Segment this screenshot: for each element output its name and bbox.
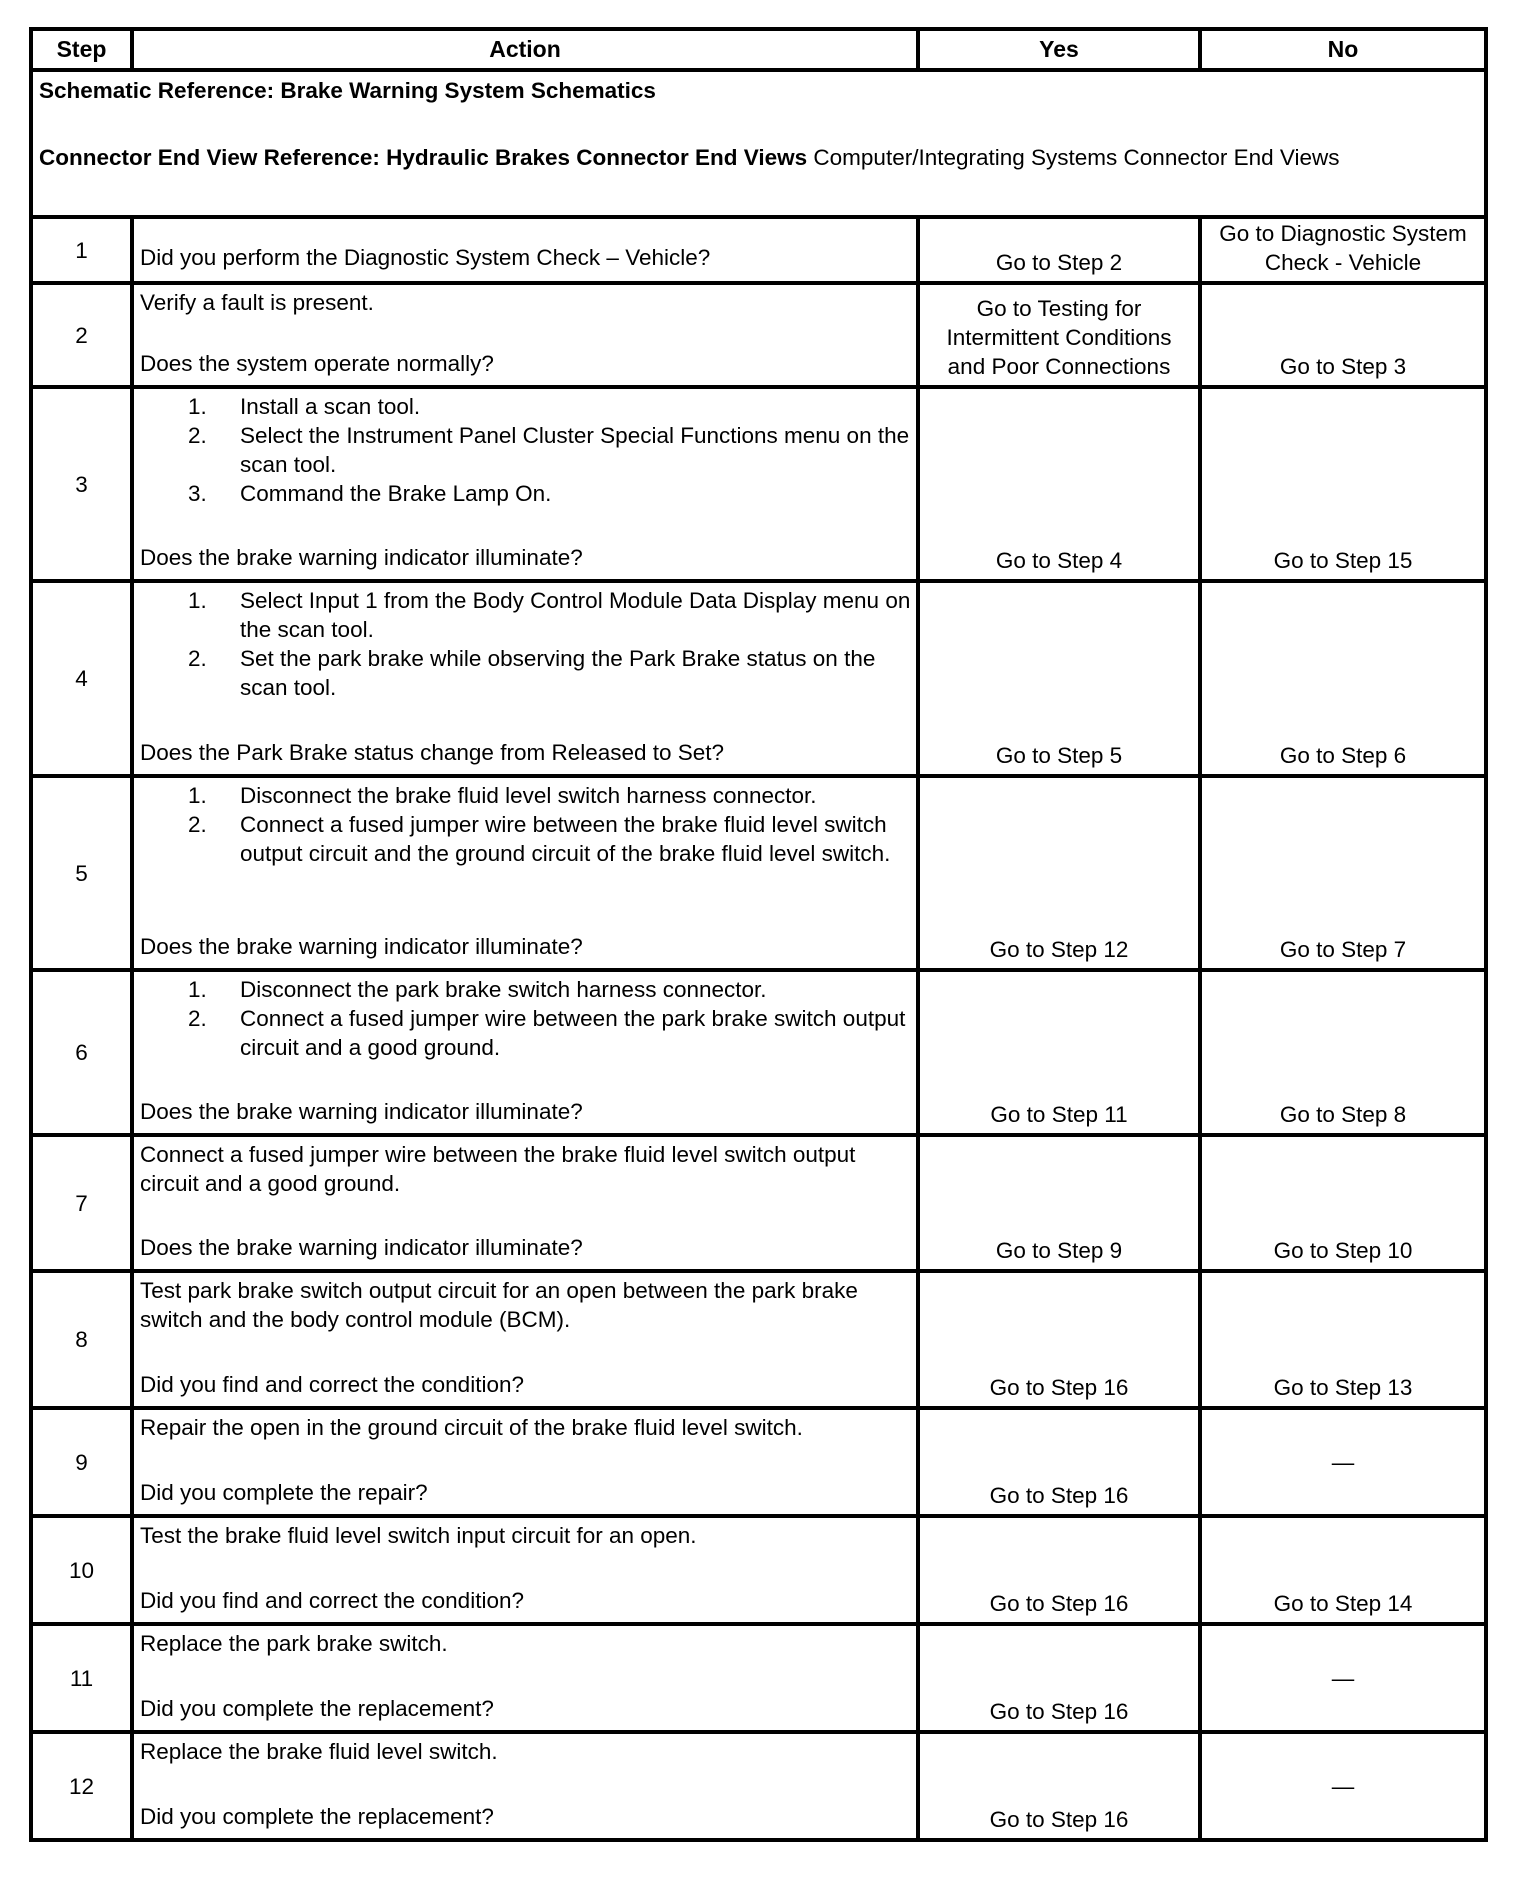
reference-row xyxy=(31,70,1486,217)
yes-result: Go to Step 5 xyxy=(918,581,1200,776)
table-row xyxy=(31,1271,1486,1408)
no-result: Go to Step 10 xyxy=(1200,1135,1486,1271)
action-cell xyxy=(132,970,918,1135)
table-row xyxy=(31,970,1486,1135)
list-item-number: 1. xyxy=(188,394,207,419)
table-row xyxy=(31,581,1486,776)
reference-cell xyxy=(31,70,1486,217)
action-steps-list xyxy=(140,586,912,702)
yes-result: Go to Step 16 xyxy=(918,1408,1200,1516)
table-row xyxy=(31,1408,1486,1516)
yes-result: Go to Step 4 xyxy=(918,387,1200,581)
list-item-number: 2. xyxy=(188,1006,207,1031)
list-item-number: 1. xyxy=(188,783,207,808)
action-question: Does the brake warning indicator illuminate? xyxy=(140,934,583,959)
step-number: 2 xyxy=(31,283,132,387)
yes-result: Go to Testing for Intermittent Conditions and Poor Connections xyxy=(918,283,1200,387)
list-item-text: Install a scan tool. xyxy=(240,394,421,419)
diagnostic-table xyxy=(29,27,1488,1842)
action-intro: Repair the open in the ground circuit of the brake fluid level switch. xyxy=(140,1415,803,1440)
action-cell xyxy=(132,1408,918,1516)
step-number: 4 xyxy=(31,581,132,776)
list-item-text: Connect a fused jumper wire between the brake fluid level switch output circuit and the ground circuit of the brake fluid level switch. xyxy=(240,812,891,866)
list-item-number: 3. xyxy=(188,481,207,506)
list-item-text: Select the Instrument Panel Cluster Special Functions menu on the scan tool. xyxy=(240,423,910,477)
action-intro: Verify a fault is present. xyxy=(140,290,374,315)
action-cell xyxy=(132,1271,918,1408)
list-item-text: Command the Brake Lamp On. xyxy=(240,481,552,506)
action-question: Did you complete the replacement? xyxy=(140,1696,494,1721)
action-cell xyxy=(132,387,918,581)
header-yes: Yes xyxy=(918,29,1200,70)
schematic-reference: Schematic Reference: Brake Warning System Schematics xyxy=(39,78,656,103)
action-steps-list xyxy=(140,975,912,1062)
no-result: Go to Step 15 xyxy=(1200,387,1486,581)
list-item-number: 2. xyxy=(188,423,207,448)
step-number: 5 xyxy=(31,776,132,970)
table-row xyxy=(31,1732,1486,1840)
action-question: Did you find and correct the condition? xyxy=(140,1588,524,1613)
no-result: Go to Step 14 xyxy=(1200,1516,1486,1624)
action-intro: Test the brake fluid level switch input circuit for an open. xyxy=(140,1523,697,1548)
step-number: 6 xyxy=(31,970,132,1135)
table-row xyxy=(31,1135,1486,1271)
list-item-number: 2. xyxy=(188,646,207,671)
table-row xyxy=(31,1624,1486,1732)
header-no: No xyxy=(1200,29,1486,70)
table-row xyxy=(31,217,1486,283)
action-question: Did you perform the Diagnostic System Check – Vehicle? xyxy=(140,245,711,270)
no-result: Go to Step 13 xyxy=(1200,1271,1486,1408)
action-cell xyxy=(132,581,918,776)
yes-result: Go to Step 16 xyxy=(918,1271,1200,1408)
table-row xyxy=(31,387,1486,581)
connector-reference-rest: Computer/Integrating Systems Connector End Views xyxy=(807,145,1340,170)
no-result: Go to Step 7 xyxy=(1200,776,1486,970)
list-item-number: 1. xyxy=(188,977,207,1002)
list-item-text: Disconnect the park brake switch harness connector. xyxy=(240,977,767,1002)
table-row xyxy=(31,1516,1486,1624)
yes-result: Go to Step 12 xyxy=(918,776,1200,970)
step-number: 9 xyxy=(31,1408,132,1516)
no-result: — xyxy=(1200,1732,1486,1840)
action-cell xyxy=(132,1624,918,1732)
step-number: 11 xyxy=(31,1624,132,1732)
no-result: Go to Diagnostic System Check - Vehicle xyxy=(1200,217,1486,283)
action-cell xyxy=(132,217,918,283)
action-question: Does the brake warning indicator illuminate? xyxy=(140,1099,583,1124)
step-number: 8 xyxy=(31,1271,132,1408)
yes-result: Go to Step 16 xyxy=(918,1732,1200,1840)
no-result: — xyxy=(1200,1408,1486,1516)
yes-result: Go to Step 9 xyxy=(918,1135,1200,1271)
yes-result: Go to Step 11 xyxy=(918,970,1200,1135)
action-question: Did you find and correct the condition? xyxy=(140,1372,524,1397)
action-question: Did you complete the replacement? xyxy=(140,1804,494,1829)
step-number: 10 xyxy=(31,1516,132,1624)
yes-result: Go to Step 16 xyxy=(918,1516,1200,1624)
no-result: Go to Step 6 xyxy=(1200,581,1486,776)
table-row xyxy=(31,283,1486,387)
list-item xyxy=(140,392,912,421)
action-question: Does the Park Brake status change from Released to Set? xyxy=(140,740,725,765)
list-item xyxy=(140,644,912,702)
list-item-text: Select Input 1 from the Body Control Module Data Display menu on the scan tool. xyxy=(240,588,911,642)
action-steps-list xyxy=(140,392,912,508)
list-item xyxy=(140,421,912,479)
list-item-number: 2. xyxy=(188,812,207,837)
connector-reference-bold: Connector End View Reference: Hydraulic Brakes Connector End Views xyxy=(39,145,808,170)
table-row xyxy=(31,776,1486,970)
list-item-number: 1. xyxy=(188,588,207,613)
header-action: Action xyxy=(132,29,918,70)
header-row xyxy=(31,29,1486,70)
action-intro: Connect a fused jumper wire between the brake fluid level switch output circuit and a good ground. xyxy=(140,1142,856,1196)
step-number: 3 xyxy=(31,387,132,581)
action-cell xyxy=(132,283,918,387)
action-question: Does the brake warning indicator illuminate? xyxy=(140,545,583,570)
action-steps-list xyxy=(140,781,912,868)
step-number: 12 xyxy=(31,1732,132,1840)
list-item xyxy=(140,1004,912,1062)
action-question: Does the brake warning indicator illuminate? xyxy=(140,1235,583,1260)
list-item-text: Set the park brake while observing the Park Brake status on the scan tool. xyxy=(240,646,876,700)
action-cell xyxy=(132,1732,918,1840)
action-intro: Replace the park brake switch. xyxy=(140,1631,448,1656)
list-item-text: Disconnect the brake fluid level switch harness connector. xyxy=(240,783,817,808)
list-item xyxy=(140,781,912,810)
yes-result: Go to Step 16 xyxy=(918,1624,1200,1732)
no-result: Go to Step 8 xyxy=(1200,970,1486,1135)
action-question: Does the system operate normally? xyxy=(140,351,494,376)
action-cell xyxy=(132,1516,918,1624)
step-number: 1 xyxy=(31,217,132,283)
yes-result: Go to Step 2 xyxy=(918,217,1200,283)
action-intro: Replace the brake fluid level switch. xyxy=(140,1739,498,1764)
action-question: Did you complete the repair? xyxy=(140,1480,428,1505)
list-item-text: Connect a fused jumper wire between the park brake switch output circuit and a good ground. xyxy=(240,1006,906,1060)
no-result: Go to Step 3 xyxy=(1200,283,1486,387)
step-number: 7 xyxy=(31,1135,132,1271)
no-result: — xyxy=(1200,1624,1486,1732)
action-cell xyxy=(132,776,918,970)
header-step: Step xyxy=(31,29,132,70)
list-item xyxy=(140,810,912,868)
action-intro: Test park brake switch output circuit for an open between the park brake switch and the body control module (BCM). xyxy=(140,1278,858,1332)
list-item xyxy=(140,586,912,644)
action-cell xyxy=(132,1135,918,1271)
list-item xyxy=(140,479,912,508)
list-item xyxy=(140,975,912,1004)
